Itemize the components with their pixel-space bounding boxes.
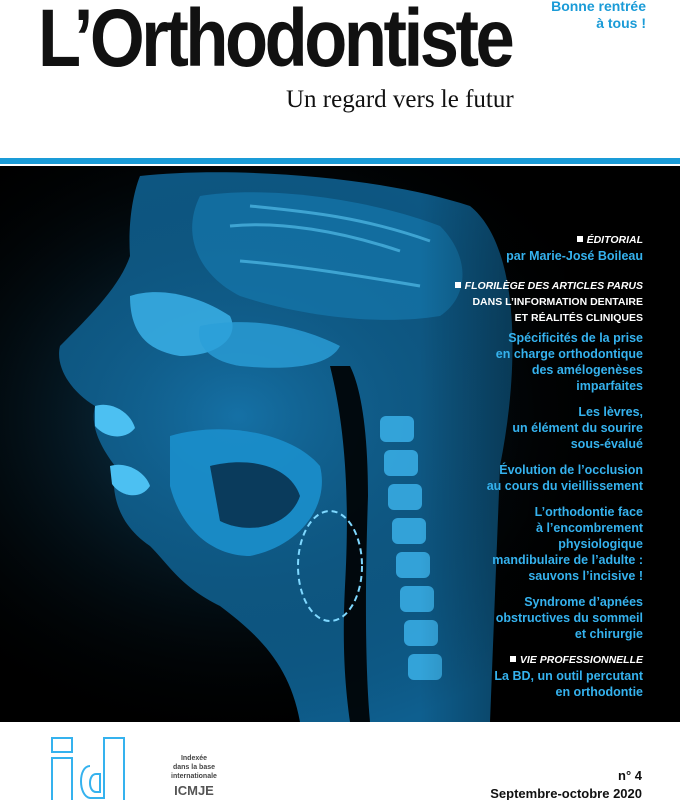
article-apnees[interactable]: Syndrome d’apnées obstructives du sommeil et chirurgie (495, 595, 643, 641)
id-logo-icon (50, 736, 130, 800)
greeting-banner (551, 0, 646, 32)
editorial-author[interactable]: par Marie-José Boileau (506, 249, 643, 263)
issue-number: n° 4 (618, 768, 642, 783)
table-of-contents (383, 232, 643, 700)
issue-date: Septembre-octobre 2020 (490, 786, 642, 800)
section-heading-florilege: FLORILÈGE DES ARTICLES PARUS (383, 278, 643, 294)
cover-footer (0, 722, 680, 800)
indexation-notice: Indexée dans la base internationale ICMJE (158, 754, 230, 799)
section-heading-editorial: ÉDITORIAL (383, 232, 643, 248)
bullet-square-icon (577, 236, 583, 242)
florilege-source-line-2: ET RÉALITÉS CLINIQUES (514, 312, 643, 324)
cover-image-area (0, 166, 680, 722)
bullet-square-icon (510, 656, 516, 662)
greeting-line-2: à tous ! (596, 15, 646, 31)
section-heading-vie-pro: VIE PROFESSIONNELLE (383, 652, 643, 668)
article-occlusion[interactable]: Évolution de l’occlusion au cours du vieillissement (486, 463, 643, 493)
florilege-source-line-1: DANS L’INFORMATION DENTAIRE (472, 296, 643, 308)
article-amelogenesis[interactable]: Spécificités de la prise en charge orthodontique des amélogenèses imparfaites (495, 331, 643, 393)
magazine-title: L’Orthodontiste (38, 0, 512, 84)
greeting-line-1: Bonne rentrée (551, 0, 646, 14)
article-bd[interactable]: La BD, un outil percutant en orthodontie (494, 669, 643, 699)
masthead (0, 0, 680, 158)
article-encombrement[interactable]: L’orthodontie face à l’encombrement physiologique mandibulaire de l’adulte : sauvons l’incisive ! (492, 505, 643, 583)
magazine-subtitle: Un regard vers le futur (286, 86, 514, 113)
article-levres[interactable]: Les lèvres, un élément du sourire sous-évalué (512, 405, 643, 451)
bullet-square-icon (455, 282, 461, 288)
icmje-label: ICMJE (174, 783, 214, 798)
